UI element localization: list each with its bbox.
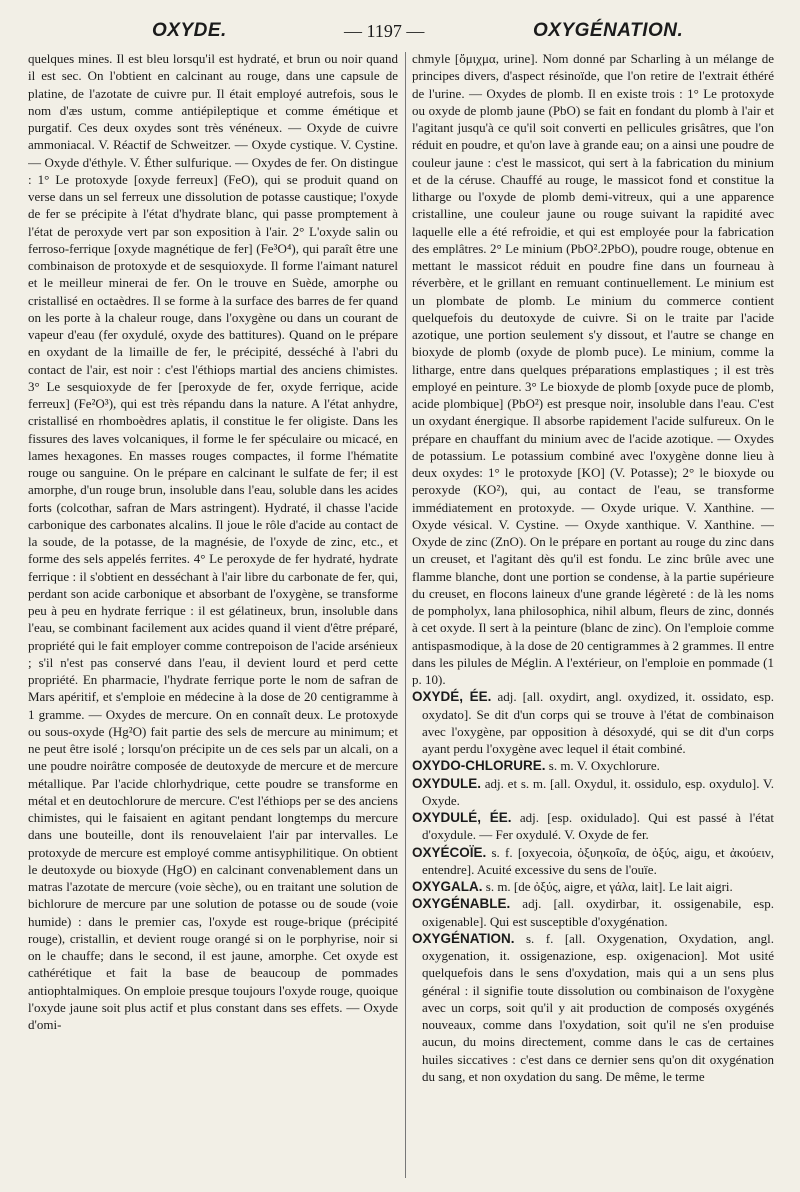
entry-oxygenable — [412, 895, 774, 930]
entry-oxyde-adj — [412, 688, 774, 757]
header-left-word: OXYDE. — [152, 20, 227, 41]
entry-text: s. m. [de ὀξύς, aigre, et γάλα, lait]. Le lait aigri. — [482, 879, 733, 894]
entry-headword: OXYDO-CHLORURE. — [412, 758, 546, 774]
entry-headword: OXYDULE. — [412, 775, 482, 791]
entry-headword: OXYDULÉ, ÉE. — [412, 810, 512, 825]
entry-headword: OXYDÉ, ÉE. — [412, 689, 492, 705]
entry-text: chmyle [ὄμιχμα, urine]. Nom donné par Scharling à un mélange de principes divers, d'aspect résinoïde, que l'on retire de l'extrait éthéré de l'urine. — Oxydes de plomb. Il en existe trois : 1° Le protoxyde ou oxyde de plomb jaune (PbO) se fait en fondant du plomb à l'air et l'agitant jusqu'à ce qu'il soit converti en pellicules grisâtres, que l'on réduit en poudre, et qu'on lave à grande eau; on a ainsi une poudre de couleur jaune : c'est le massicot, qui sert à la fabrication du minium et de la céruse. Chauffé au rouge, le massicot fond et constitue la litharge ou l'oxyde de plomb demi-vitreux, qui a une apparence cristalline, une couleur jaune ou rouge suivant la rapidité avec laquelle elle a été refroidie, et qui est employée pour la fabrication des emplâtres. 2° Le minium (PbO².2PbO), poudre rouge, obtenue en mettant le massicot réduit en poudre fine dans un fourneau à réverbère, et le grillant en remuant continuellement. Le minium est un plombate de plomb. Le minium du commerce contient quelquefois du deutoxyde de cuivre. Si on le traite par l'acide azotique, une portion seulement s'y dissout, et l'autre se change en bioxyde de plomb (oxyde de plomb puce). Le minium, comme la litharge, entre dans quelques préparations emplastiques ; il est très employé en peinture. 3° Le bioxyde de plomb [oxyde puce de plomb, acide plombique] (PbO²) est presque noir, insoluble dans l'eau. C'est un oxydant énergique. Il absorbe rapidement l'acide sulfureux. On le prépare en chauffant du minium avec de l'acide azotique. — Oxydes de potassium. Le potassium combiné avec l'oxygène donne lieu à deux oxydes: 1° le protoxyde [KO] (V. Potasse); 2° le bioxyde ou peroxyde (KO²), qui, au contact de l'eau, se transforme immédiatement en protoxyde. — Oxyde urique. V. Xanthine. — Oxyde vésical. V. Cystine. — Oxyde xanthique. V. Xanthine. — Oxyde de zinc (ZnO). On le prépare en portant au rouge du zinc dans un creuset, et l'agitant dès qu'il est fondu. Le zinc brûle avec une flamme blanche, dont une portion se condense, à la partie supérieure du creuset, en flocons laineux d'une grande légèreté : de là les noms de pompholyx, lana philosophica, nihil album, fleurs de zinc, donnés à cet oxyde. Il sert à la peinture (blanc de zinc). On l'emploie comme antispasmodique, à la dose de 20 centigrammes à 2 grammes. Il entre dans les pilules de Méglin. A l'extérieur, on l'emploie en pommade (1 p. 10). — [412, 51, 774, 687]
right-column — [412, 50, 774, 1182]
entry-text: adj. [all. oxydirt, angl. oxydized, it. ossidato, esp. oxydato]. Se dit d'un corps qui se trouve à l'état de combinaison avec l'oxygène, par opposition à désoxydé, qui se dit d'un corps ayant perdu l'oxygène avec lequel il était combiné. — [422, 689, 774, 756]
column-divider — [405, 52, 406, 1178]
entry-oxygala — [412, 878, 774, 895]
entry-headword: OXYÉCOÏE. — [412, 844, 487, 860]
entry-headword: OXYGÉNATION. — [412, 930, 515, 946]
entry-oxygenation — [412, 930, 774, 1085]
running-header — [0, 20, 800, 46]
left-column-text: quelques mines. Il est bleu lorsqu'il est hydraté, et brun ou noir quand il est sec. On l'obtient en calcinant au rouge, dans une capsule de platine, de l'azotate de cuivre pur. Il était employé autrefois, sous le nom d'æs ustum, comme antiépileptique et comme émétique et purgatif. Ces deux oxydes sont très vénéneux. — Oxyde de cuivre ammoniacal. V. Réactif de Schweitzer. — Oxyde cystique. V. Cystine. — Oxyde d'éthyle. V. Éther sulfurique. — Oxydes de fer. On distingue : 1° Le protoxyde [oxyde ferreux] (FeO), qui se produit quand on verse dans un sel ferreux une dissolution de potasse caustique; l'oxyde de fer se précipite à l'état d'hydrate blanc, qui passe promptement à l'état de peroxyde vert par son exposition à l'air. 2° L'oxyde salin ou ferroso-ferrique [oxyde magnétique de fer] (Fe³O⁴), qui paraît être une combinaison de protoxyde et de sesquioxyde. Il forme l'aimant naturel et le meilleur minerai de fer. On le trouve en Suède, amorphe ou cristallisé en octaèdres. Il se forme à la surface des barres de fer quand on les porte à la chaleur rouge, dans l'oxygène ou dans un courant de vapeur d'eau (fer oxydulé, oxyde des battitures). Quand on le prépare en oxydant de la limaille de fer, le précipité, desséché à l'abri du contact de l'air, est noir : c'est l'éthiops martial des anciens chimistes. 3° Le sesquioxyde de fer [peroxyde de fer, oxyde ferrique, acide ferreux] (Fe²O³), qui est très répandu dans la nature. A l'état anhydre, cristallisé en rhomboèdres aplatis, il constitue le fer oligiste. Dans les fissures des laves volcaniques, il forme le fer spéculaire ou micacé, en lames hexagones. En masses rouges compactes, il forme l'hématite rouge ou sanguine. On le prépare en calcinant le sulfate de fer; il est amorphe, d'un rouge brun, insoluble dans l'eau, soluble dans les acides forts (colcothar, safran de Mars astringent). Hydraté, il chasse l'acide carbonique des carbonates alcalins. Il joue le rôle d'acide au contact de la soude, de la potasse, de la magnésie, de l'oxyde de zinc, etc., et forme des sels appelés ferrites. 4° Le peroxyde de fer hydraté, hydrate ferrique : il s'obtient en desséchant à l'air libre du carbonate de fer, qui, perdant son acide carbonique et absorbant de l'oxygène, se transforme peu à peu en hydrate ferrique : il est gélatineux, brun, insoluble dans l'eau, se combinant facilement aux acides quand il vient d'être préparé, propriété qui le fait employer comme contrepoison de l'acide arsénieux ; s'il n'est pas conservé dans l'eau, il devient lourd et perd cette propriété. En pharmacie, l'hydrate ferrique porte le nom de safran de Mars apéritif, et s'emploie en médecine à la dose de 20 centigramme à 1 gramme. — Oxydes de mercure. On en connaît deux. Le protoxyde ou sous-oxyde (Hg²O) fait partie des sels de mercure au minimum; et ne peut être isolé ; lorsqu'on précipite un de ces sels par un alcali, on a une poudre noirâtre composée de deutoxyde de mercure et de mercure métallique. Par l'acide chlorhydrique, cette poudre se transforme en métal et en deutochlorure de mercure. C'est l'éthiops per se des anciens chimistes, qui le faisaient en agitant pendant longtemps du mercure dans une bouteille, dont ils renouvelaient l'air par intervalles. Le protoxyde de mercure est employé comme antisyphilitique. On obtient le deutoxyde ou bioxyde (HgO) en calcinant convenablement dans un matras l'azotate de mercure (voie sèche), ou en traitant une solution de bichlorure de mercure par une solution de potasse ou de soude (voie humide) : dans le premier cas, l'oxyde est rouge-brique (précipité rouge), cristallin, et devient rouge orangé si on le porphyrise, noir si on le chauffe; dans le second, il est jaune, amorphe. Cet oxyde est cathérétique et fait la base de beaucoup de pommades antiophtalmiques. On emploie presque toujours l'oxyde rouge, quoique l'oxyde jaune soit plus actif et plus constant dans ses effets. — Oxyde d'omi- — [28, 51, 398, 1032]
entry-text: s. m. V. Oxychlorure. — [545, 758, 660, 774]
left-column — [28, 50, 398, 1182]
entry-oxyde-continued — [412, 50, 774, 688]
entry-text: s. f. [oxyecoia, ὀξυηκοΐα, de ὀξύς, aigu, et ἀκούειν, entendre]. Acuité excessive du sens de l'ouïe. — [422, 844, 774, 877]
entry-headword: OXYGALA. — [412, 879, 483, 894]
entry-oxydule — [412, 775, 774, 810]
header-right-word: OXYGÉNATION. — [533, 20, 684, 41]
entry-oxydule-adj — [412, 809, 774, 844]
entry-oxyecoie — [412, 844, 774, 879]
entry-text: adj. et s. m. [all. Oxydul, it. ossidulo, esp. oxydulo]. V. Oxyde. — [422, 775, 774, 808]
entry-oxydo-chlorure — [412, 757, 774, 774]
entry-text: s. f. [all. Oxygenation, Oxydation, angl. oxygenation, it. ossigenazione, esp. oxigenacion]. Mot usité quelquefois dans le sens d'oxydation, mais qui a un sens plus général : il signifie toute dissolution ou combinaison de l'oxygène avec un corps, soit qu'il y ait production de composés oxygénés nouveaux, comme dans l'oxydation, soit qu'il ne s'en produise aucun, du moins directement, comme dans le cas de certaines huiles siccatives : c'est dans ce dernier sens qu'on dit oxygénation du sang, et non oxydation du sang. De même, le terme — [422, 930, 774, 1084]
entry-text: adj. [esp. oxidulado]. Qui est passé à l'état d'oxydule. — Fer oxydulé. V. Oxyde de fer. — [422, 810, 774, 843]
entry-text: adj. [all. oxydirbar, it. ossigenabile, esp. oxigenable]. Qui est susceptible d'oxygénation. — [422, 896, 774, 929]
entry-headword: OXYGÉNABLE. — [412, 896, 511, 912]
page-number: — 1197 — — [344, 21, 425, 41]
